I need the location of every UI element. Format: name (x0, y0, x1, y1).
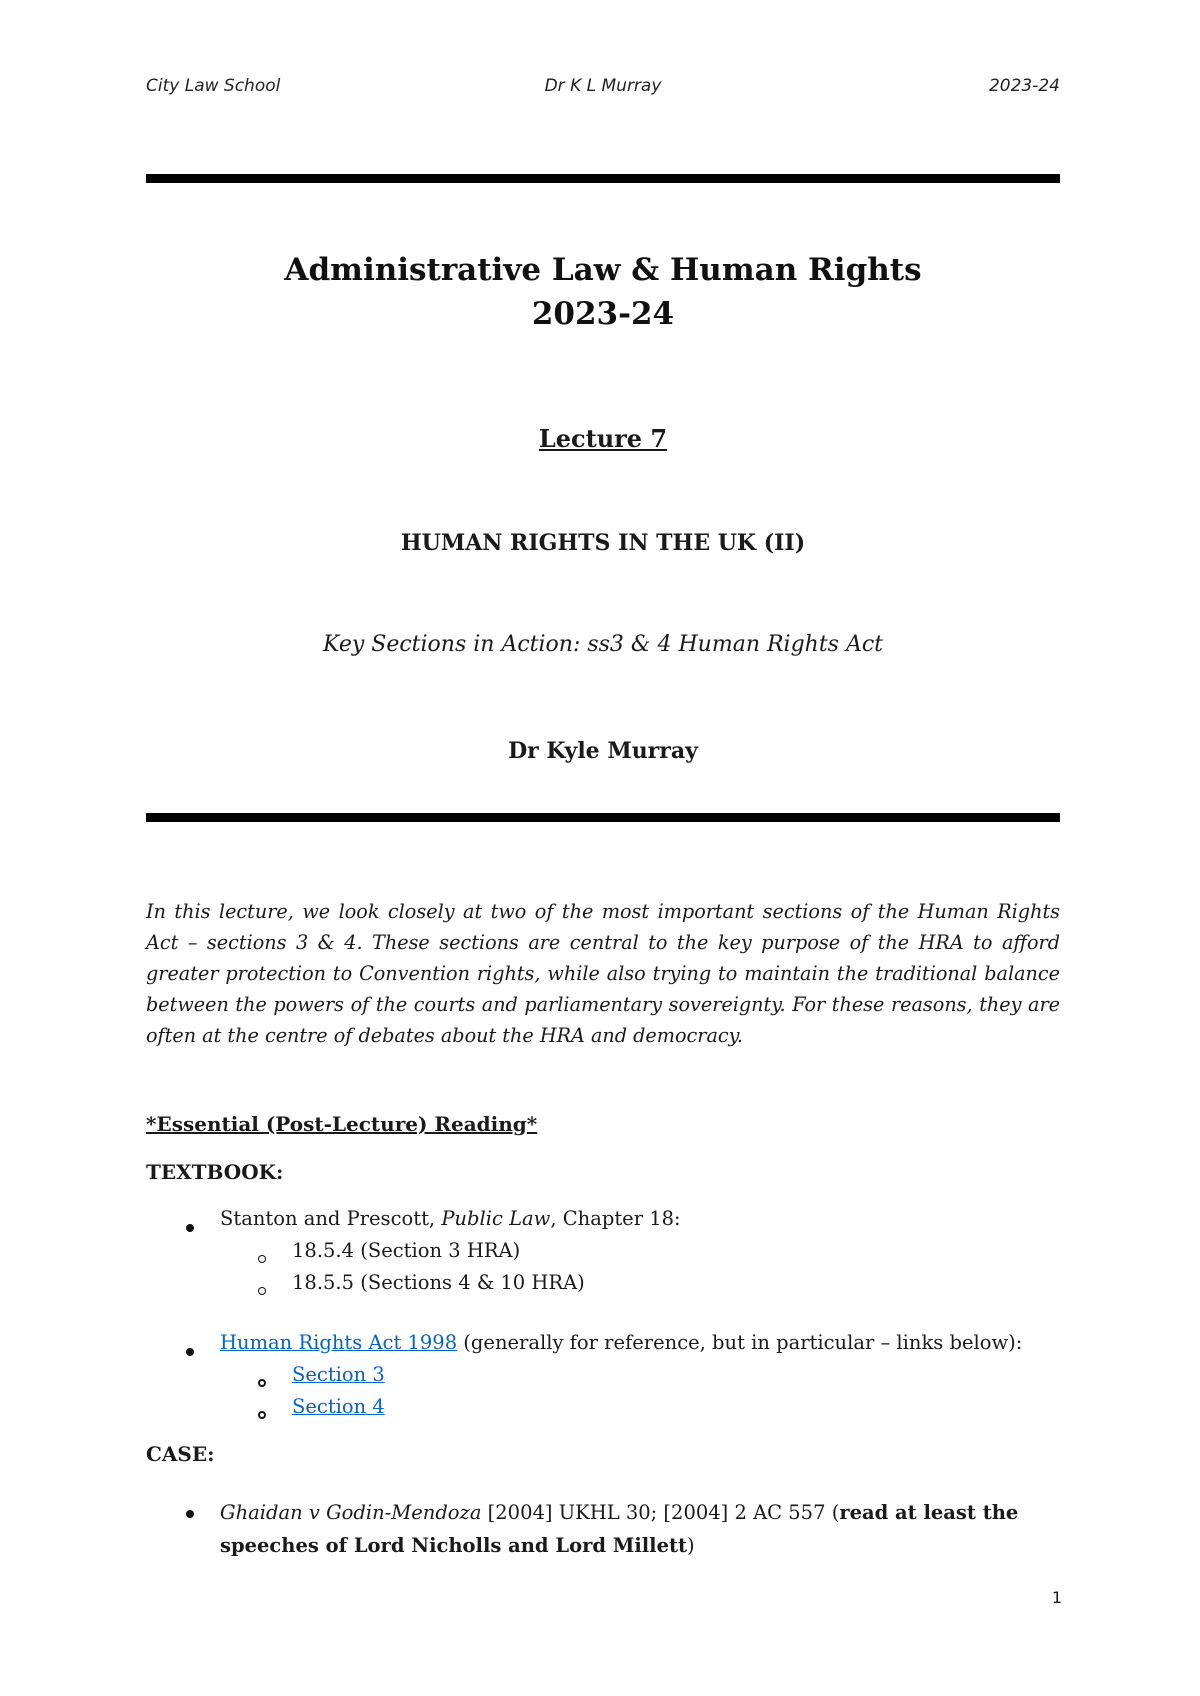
hra-1998-link[interactable]: Human Rights Act 1998 (220, 1331, 458, 1354)
case-name: Ghaidan v Godin-Mendoza (220, 1501, 482, 1524)
textbook-subitem-1: 18.5.4 (Section 3 HRA) (292, 1239, 521, 1262)
section-title: HUMAN RIGHTS IN THE UK (II) (400, 530, 806, 556)
textbook-item: Stanton and Prescott, Public Law, Chapter 18: (220, 1207, 681, 1230)
section-3-link[interactable]: Section 3 (292, 1363, 385, 1386)
subtitle: Key Sections in Action: ss3 & 4 Human Rights Act (322, 632, 884, 657)
sub-bullet-icon (258, 1411, 266, 1419)
page-number: 1 (1051, 1588, 1062, 1607)
reading-heading: *Essential (Post-Lecture) Reading* (146, 1112, 538, 1136)
title-line-1: Administrative Law & Human Rights (284, 252, 922, 288)
textbook-subitem-2: 18.5.5 (Sections 4 & 10 HRA) (292, 1271, 585, 1294)
case-item: Ghaidan v Godin-Mendoza [2004] UKHL 30; [2004] 2 AC 557 (read at least the speeches of Lord Nicholls and Lord Millett) (220, 1501, 1019, 1557)
bullet-icon (186, 1348, 194, 1356)
section-4-link[interactable]: Section 4 (292, 1395, 385, 1418)
textbook-label: TEXTBOOK: (146, 1160, 284, 1184)
header-year: 2023-24 (988, 76, 1060, 96)
lecture-label: Lecture 7 (538, 424, 668, 453)
textbook-title: Public Law (441, 1207, 551, 1230)
intro-paragraph: In this lecture, we look closely at two of the most important sections of the Human Rights Act – sections 3 & 4. These sections are central to the key purpose of the HRA to afford greater protection to Convention rights, while also trying to maintain the traditional balance between the powers of the courts and parliamentary sovereignty. For these reasons, they are often at the centre of debates about the HRA and democracy. (146, 900, 1060, 1047)
act-item: Human Rights Act 1998 (generally for reference, but in particular – links below): (220, 1331, 1023, 1354)
bullet-icon (186, 1510, 194, 1518)
header-school: City Law School (146, 76, 281, 96)
bullet-icon (186, 1224, 194, 1232)
sub-bullet-icon (258, 1287, 266, 1295)
case-instruction: read at least the speeches of Lord Nicholls and Lord Millett (220, 1501, 1019, 1557)
page-header (146, 76, 1060, 100)
title-line-2: 2023-24 (531, 296, 675, 332)
document-title (146, 248, 1060, 336)
top-divider (146, 174, 1060, 183)
sub-bullet-icon (258, 1379, 266, 1387)
case-label: CASE: (146, 1442, 215, 1466)
bottom-divider (146, 813, 1060, 822)
header-author: Dr K L Murray (544, 76, 662, 96)
sub-bullet-icon (258, 1255, 266, 1263)
author-name: Dr Kyle Murray (508, 738, 698, 764)
